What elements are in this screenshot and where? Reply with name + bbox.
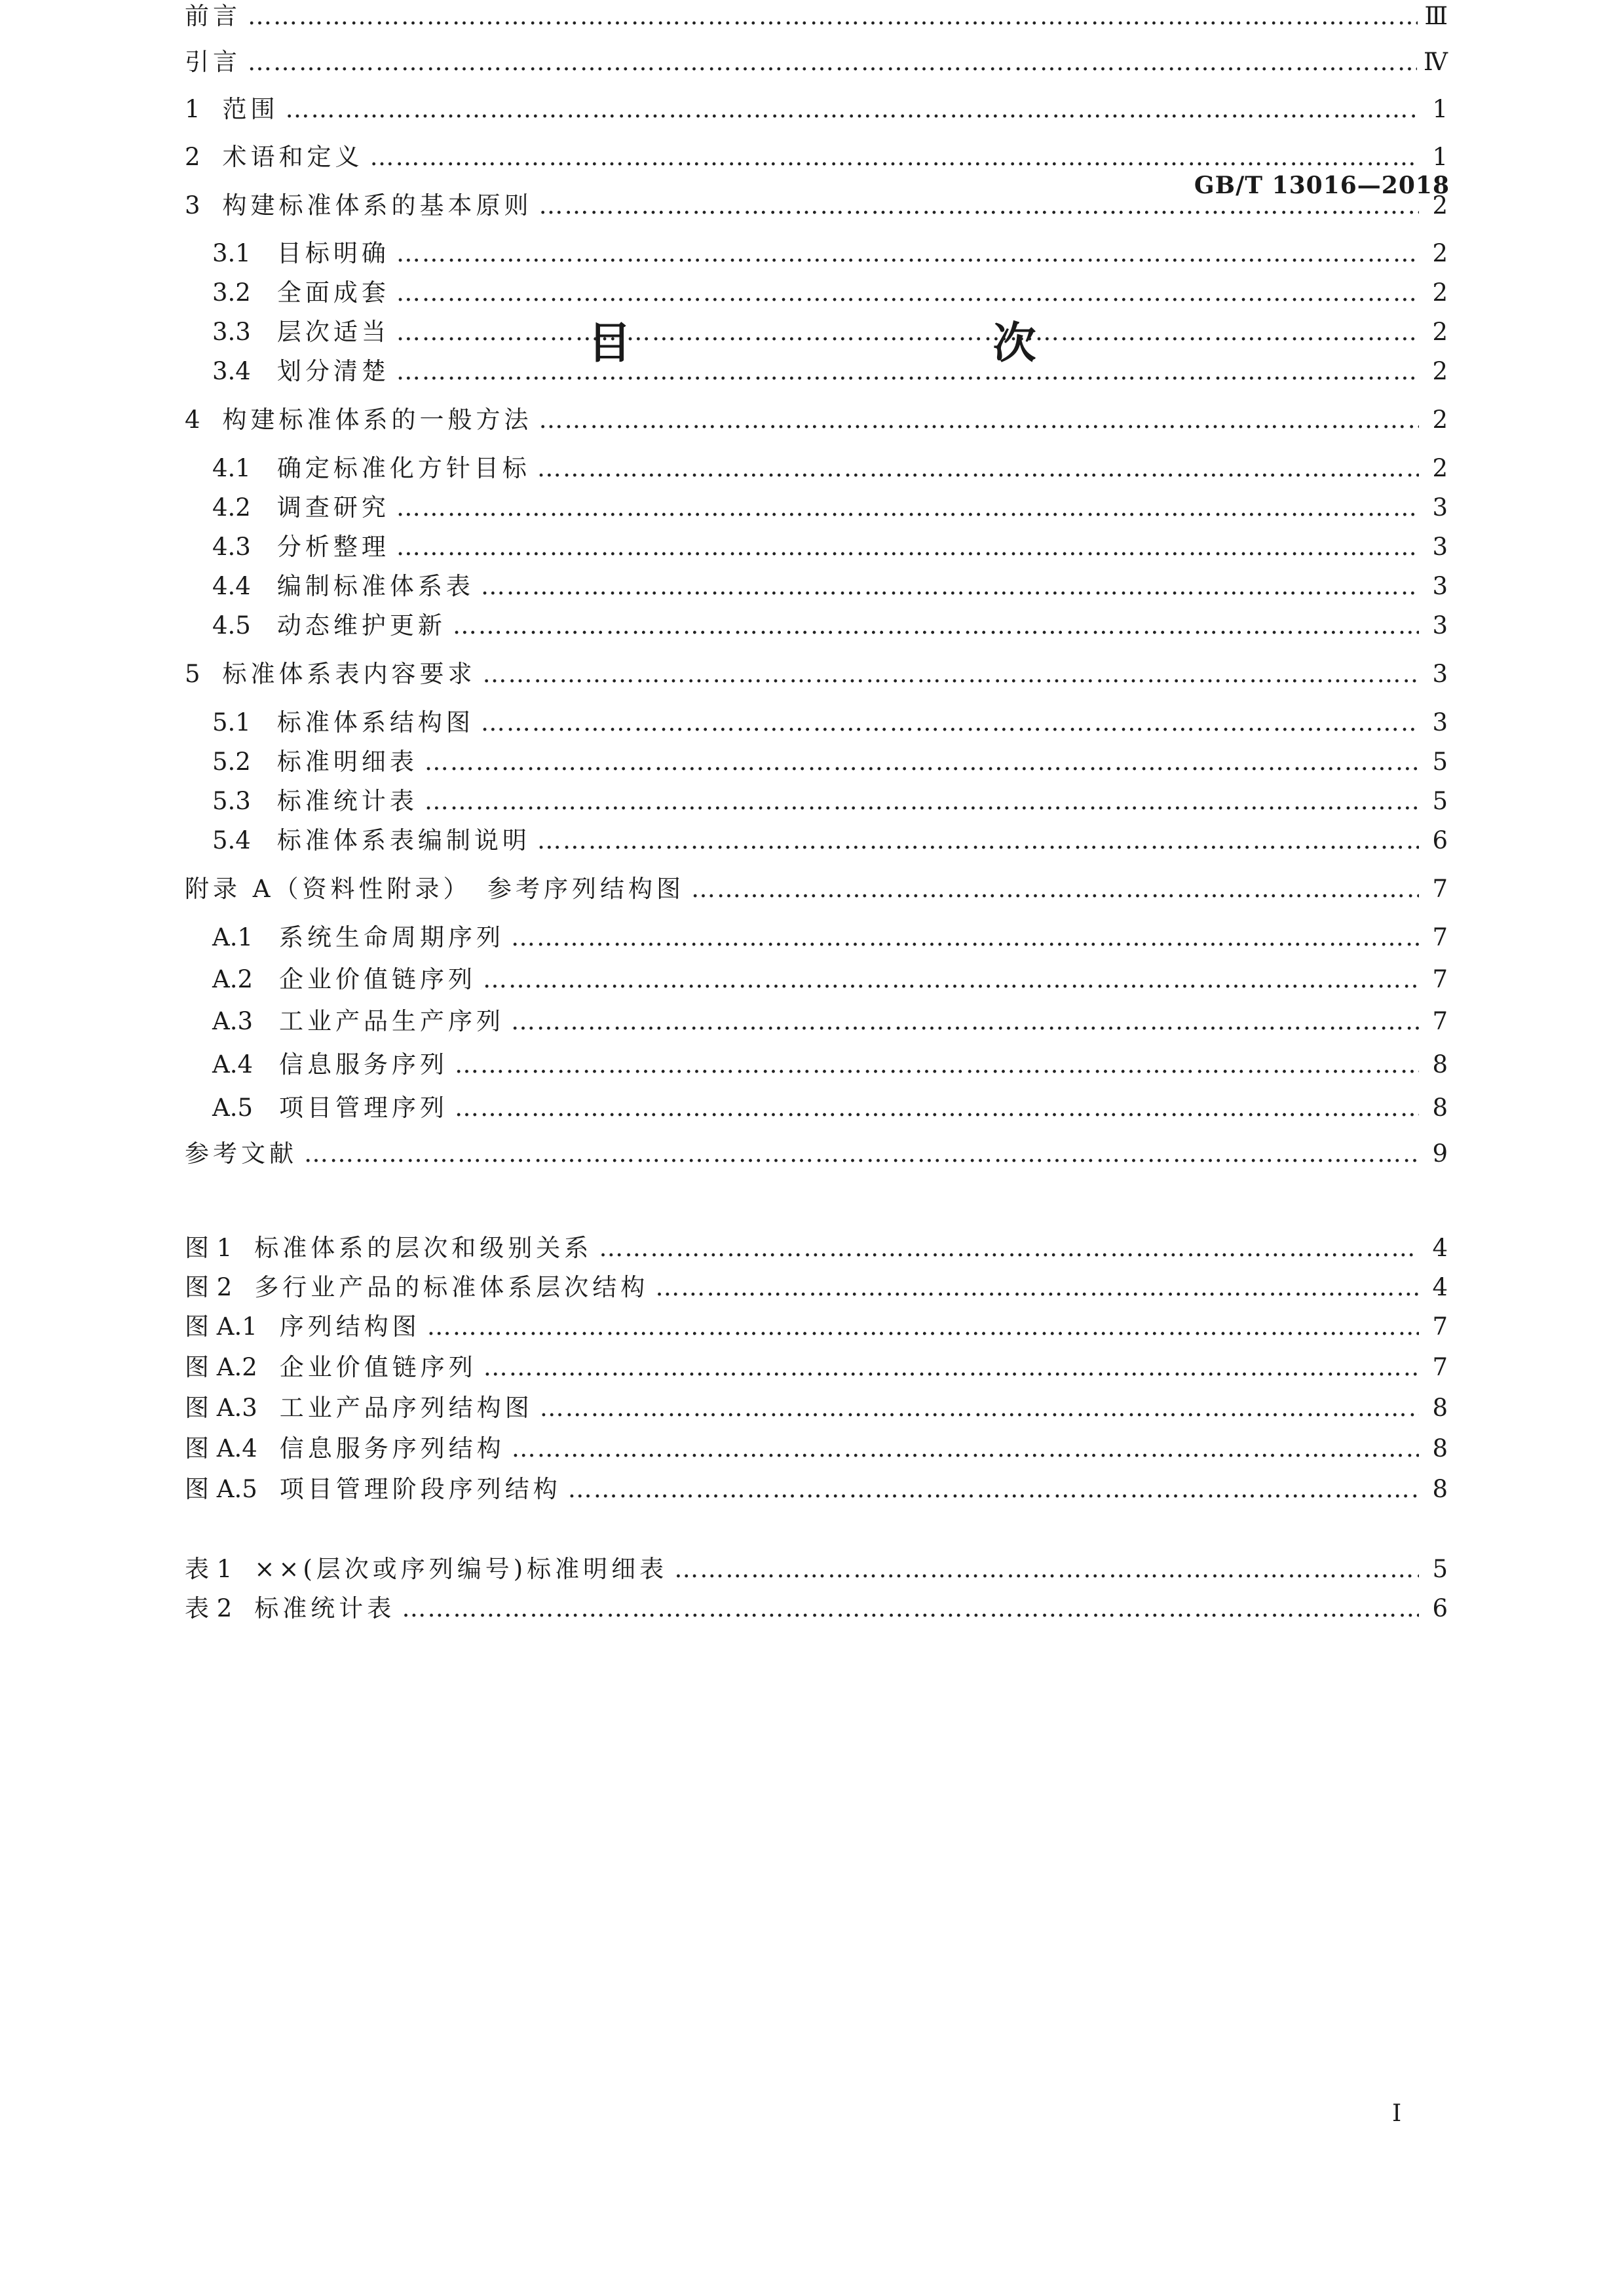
figure-list-entry[interactable] [185,1271,1448,1304]
toc-entry[interactable] [185,355,1448,388]
entry-title: 信息服务序列结构 [279,1434,505,1463]
entry-page-number: 2 [1432,318,1448,346]
entry-number: 3.4 [212,357,251,385]
entry-title: 划分清楚 [276,357,390,385]
toc-entry[interactable] [185,785,1448,818]
entry-page-number: 3 [1432,533,1448,561]
entry-number: 图 A.5 [185,1475,257,1503]
entry-number: 5.4 [212,826,251,854]
leader-dots [304,1138,1419,1170]
entry-title: 层次适当 [276,318,390,346]
leader-dots [481,706,1419,739]
figure-list-entry[interactable] [185,1432,1448,1465]
entry-title: 标准体系表内容要求 [222,660,476,688]
entry-title: 全面成套 [276,278,390,307]
leader-dots [674,1553,1419,1586]
entry-title: 标准体系的层次和级别关系 [254,1234,593,1262]
entry-number: 4.2 [212,493,251,522]
leader-dots [537,452,1419,485]
entry-number: 图 A.2 [185,1353,257,1381]
entry-page-number: 6 [1432,826,1448,854]
toc-entry[interactable] [185,46,1448,79]
figure-list-entry[interactable] [185,1311,1448,1343]
leader-dots [396,491,1419,524]
toc-entry[interactable] [185,609,1448,642]
toc-entry[interactable] [185,658,1448,691]
leader-dots [512,1432,1419,1465]
entry-title: 工业产品生产序列 [279,1007,505,1035]
toc-entry[interactable] [185,189,1448,222]
entry-page-number: 8 [1432,1434,1448,1463]
entry-page-number: 6 [1432,1594,1448,1622]
leader-dots [396,355,1419,388]
entry-page-number: 5 [1432,748,1448,776]
entry-page-number: 2 [1432,357,1448,385]
entry-number: 3.3 [212,318,251,346]
leader-dots [396,277,1419,309]
entry-number: 表 1 [185,1555,233,1583]
entry-number: 5.3 [212,787,251,815]
leader-dots [540,1392,1419,1425]
leader-dots [425,785,1419,818]
entry-page-number: 5 [1432,787,1448,815]
entry-number: A.2 [212,965,254,993]
entry-title: 构建标准体系的基本原则 [222,191,533,220]
toc-entry[interactable] [185,873,1448,906]
entry-page-number: 7 [1432,1007,1448,1035]
entry-page-number: 3 [1432,493,1448,522]
page-number: I [1392,2100,1402,2127]
leader-dots [691,873,1419,906]
entry-number: 3.1 [212,239,251,267]
leader-dots [396,531,1419,564]
entry-page-number: 7 [1432,1353,1448,1381]
entry-number: 表 2 [185,1594,233,1622]
entry-page-number: 8 [1432,1394,1448,1422]
leader-dots [455,1048,1419,1081]
figure-list-entry[interactable] [185,1473,1448,1506]
toc-entry[interactable] [185,0,1448,33]
toc-entry[interactable] [185,141,1448,174]
entry-title: 参考文献 [185,1139,297,1168]
leader-dots [568,1473,1419,1506]
toc-entry[interactable] [185,277,1448,309]
toc-entry[interactable] [185,570,1448,603]
entry-title: 项目管理阶段序列结构 [279,1475,561,1503]
table-list-entry[interactable] [185,1553,1448,1586]
leader-dots [511,1005,1419,1038]
entry-title: 动态维护更新 [276,611,446,640]
entry-page-number: 4 [1432,1234,1448,1262]
entry-title: 企业价值链序列 [279,1353,477,1381]
entry-page-number: 2 [1432,454,1448,482]
entry-title: ××(层次或序列编号)标准明细表 [254,1555,668,1583]
entry-number: 4.3 [212,533,251,561]
entry-page-number: 9 [1432,1139,1448,1168]
toc-entry[interactable] [185,921,1448,954]
entry-number: 图 A.4 [185,1434,257,1463]
entry-page-number: 5 [1432,1555,1448,1583]
toc-entry[interactable] [185,1138,1448,1170]
leader-dots [483,658,1419,691]
entry-page-number: Ⅲ [1424,2,1448,30]
toc-entry[interactable] [185,706,1448,739]
leader-dots [511,921,1419,954]
document-id: GB/T 13016—2018 [1194,172,1450,199]
entry-number: 图 2 [185,1273,233,1301]
toc-entry[interactable] [185,404,1448,436]
entry-page-number: 2 [1432,278,1448,307]
entry-page-number: Ⅳ [1424,48,1448,76]
toc-entry[interactable] [185,316,1448,349]
toc-entry[interactable] [185,531,1448,564]
entry-number: 5.2 [212,748,251,776]
entry-page-number: 2 [1432,239,1448,267]
leader-dots [396,316,1419,349]
figure-list-entry[interactable] [185,1351,1448,1384]
toc-entry[interactable] [185,1005,1448,1038]
entry-number: 1 [185,95,200,123]
entry-title: 多行业产品的标准体系层次结构 [254,1273,649,1301]
leader-dots [453,609,1419,642]
entry-page-number: 2 [1432,191,1448,220]
entry-title: 标准体系结构图 [276,708,474,737]
leader-dots [481,570,1419,603]
toc-entry[interactable] [185,1092,1448,1124]
entry-title: 范围 [222,95,279,123]
leader-dots [539,404,1419,436]
entry-title: 系统生命周期序列 [279,923,505,951]
table-list-entry[interactable] [185,1592,1448,1625]
leader-dots [286,93,1419,126]
entry-title: 信息服务序列 [279,1050,449,1079]
entry-title: 标准明细表 [276,748,418,776]
leader-dots [427,1311,1419,1343]
toc-entry[interactable] [185,237,1448,270]
entry-title: 企业价值链序列 [279,965,477,993]
entry-title: 术语和定义 [222,143,364,171]
entry-page-number: 1 [1432,95,1448,123]
toc-entry[interactable] [185,452,1448,485]
toc-entry[interactable] [185,93,1448,126]
entry-page-number: 8 [1432,1094,1448,1122]
toc-entry[interactable] [185,746,1448,778]
leader-dots [248,46,1417,79]
entry-page-number: 1 [1432,143,1448,171]
entry-page-number: 7 [1432,965,1448,993]
entry-title: 标准统计表 [254,1594,396,1622]
toc-entry[interactable] [185,963,1448,996]
entry-title: 构建标准体系的一般方法 [222,406,533,434]
entry-number: 图 A.1 [185,1312,257,1341]
entry-title: 调查研究 [276,493,390,522]
entry-number: 2 [185,143,200,171]
leader-dots [599,1232,1419,1265]
entry-page-number: 4 [1432,1273,1448,1301]
entry-number: 4.5 [212,611,251,640]
entry-number: 图 1 [185,1234,233,1262]
entry-title: 项目管理序列 [279,1094,449,1122]
leader-dots [655,1271,1419,1304]
entry-page-number: 3 [1432,572,1448,600]
entry-page-number: 8 [1432,1475,1448,1503]
entry-number: A.3 [212,1007,254,1035]
entry-page-number: 8 [1432,1050,1448,1079]
entry-title: 确定标准化方针目标 [276,454,531,482]
entry-number: A.5 [212,1094,254,1122]
entry-number: A.1 [212,923,254,951]
entry-title: 标准体系表编制说明 [276,826,531,854]
entry-number: 5.1 [212,708,251,737]
entry-title: 工业产品序列结构图 [279,1394,533,1422]
leader-dots [483,1351,1419,1384]
entry-number: 4 [185,406,200,434]
entry-title: 分析整理 [276,533,390,561]
entry-page-number: 3 [1432,708,1448,737]
leader-dots [483,963,1419,996]
entry-number: 4.4 [212,572,251,600]
leader-dots [537,824,1419,857]
entry-page-number: 7 [1432,923,1448,951]
entry-page-number: 7 [1432,1312,1448,1341]
entry-number: 4.1 [212,454,251,482]
toc-entry[interactable] [185,491,1448,524]
entry-page-number: 3 [1432,660,1448,688]
figure-list-entry[interactable] [185,1232,1448,1265]
entry-number: 3 [185,191,200,220]
entry-title: 引言 [185,48,241,76]
page-title: 目 次 [588,317,1128,368]
entry-number: A.4 [212,1050,254,1079]
leader-dots [455,1092,1419,1124]
toc-entry[interactable] [185,824,1448,857]
entry-number: 3.2 [212,278,251,307]
entry-number: 5 [185,660,200,688]
entry-title: 编制标准体系表 [276,572,474,600]
leader-dots [425,746,1419,778]
entry-title: 标准统计表 [276,787,418,815]
entry-title: 附录 A（资料性附录） 参考序列结构图 [185,875,685,903]
leader-dots [396,237,1419,270]
entry-page-number: 7 [1432,875,1448,903]
entry-page-number: 2 [1432,406,1448,434]
leader-dots [539,189,1419,222]
entry-title: 目标明确 [276,239,390,267]
entry-number: 图 A.3 [185,1394,257,1422]
toc-entry[interactable] [185,1048,1448,1081]
leader-dots [402,1592,1419,1625]
leader-dots [248,0,1418,33]
entry-title: 序列结构图 [279,1312,421,1341]
entry-page-number: 3 [1432,611,1448,640]
figure-list-entry[interactable] [185,1392,1448,1425]
entry-title: 前言 [185,2,241,30]
leader-dots [370,141,1419,174]
